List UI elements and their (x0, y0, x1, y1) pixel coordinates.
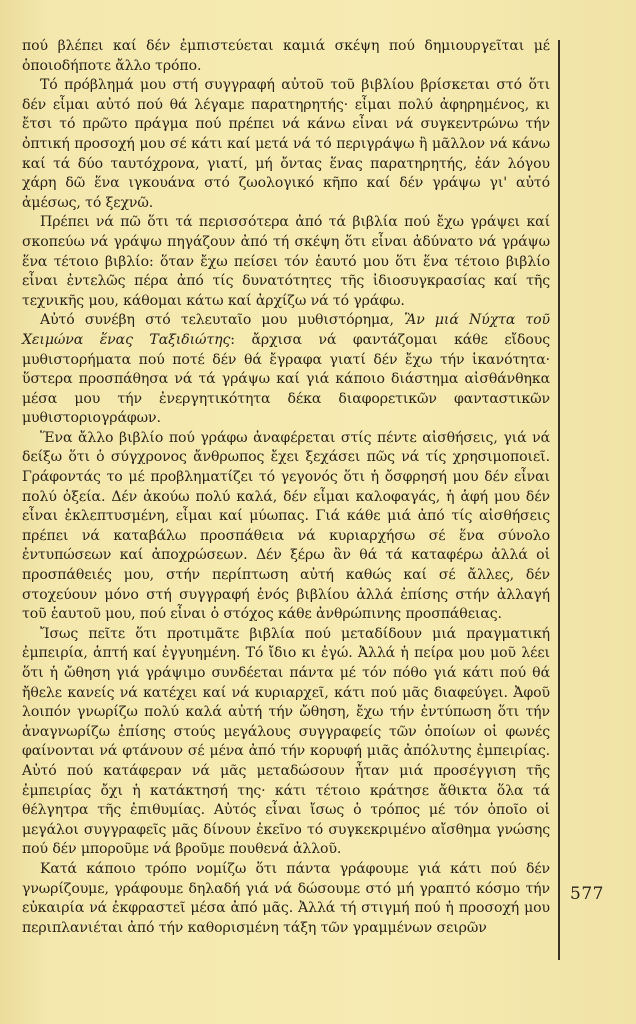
paragraph-7: Κατά κάποιο τρόπο νομίζω ὅτι πάντα γράφουμε γιά κάτι πού δέν γνωρίζουμε, γράφουμε δηλαδή γιά νά δώσουμε στό μή γραπτό κόσμο τήν εὐκαιρία νά ἐκφραστεῖ μέσα ἀπό μᾶς. Ἀλλά τή στιγμή πού ἡ προσοχή μου περιπλανιέται ἀπό τήν καθορισμένη τάξη τῶν γραμμένων σειρῶν (22, 860, 550, 936)
paragraph-4 (22, 311, 550, 429)
body-text (22, 37, 550, 938)
book-title-reference: Ἂν μιά Νύχτα τοῦ Χειμώνα ἕνας Ταξιδιώτης (22, 312, 550, 348)
paragraph-5: Ἕνα ἄλλο βιβλίο πού γράφω ἀναφέρεται στίς πέντε αἰσθήσεις, γιά νά δείξω ὅτι ὁ σύγχρονος ἄνθρωπος ἔχει ξεχάσει πῶς νά τίς χρησιμοποιεῖ. Γράφοντάς το μέ προβληματίζει τό γεγονός ὅτι ἡ ὄσφρησή μου δέν εἶναι πολύ ὀξεία. Δέν ἀκούω πολύ καλά, δέν εἶμαι καλοφαγάς, ἡ ἁφή μου δέν εἶναι ἐκλεπτυσμένη, εἶμαι καί μύωπας. Γιά κάθε μιά ἀπό τίς αἰσθήσεις πρέπει νά καταβάλω προσπάθεια νά κυριαρχήσω σέ ἕνα σύνολο ἐντυπώσεων καί ἀποχρώσεων. Δέν ξέρω ἂν θά τά καταφέρω ἀλλά οἱ προσπάθειές μου, στήν περίπτωση αὐτή καθώς καί σέ ἄλλες, δέν στοχεύουν μόνο στή συγγραφή ἑνός βιβλίου ἀλλά ἐπίσης στήν ἀλλαγή τοῦ ἑαυτοῦ μου, πού εἶναι ὁ στόχος κάθε ἀνθρώπινης προσπάθειας. (22, 429, 550, 623)
paragraph-4-colon: : (230, 331, 252, 348)
paragraph-4-body: ἄρχισα νά φαντάζομαι κάθε εἴδους μυθιστορήματα πού ποτέ δέν θά ἔγραφα γιατί δέν ἔχω τήν ἱκανότητα· ὕστερα προσπάθησα νά τά γράψω καί γιά κάποιο διάστημα αἰσθάνθηκα μέσα μου τήν ἐνεργητικότητα δέκα διαφορετικῶν φανταστικῶν μυθιστοριογράφων. (22, 331, 551, 427)
paragraph-1: πού βλέπει καί δέν ἐμπιστεύεται καμιά σκέψη πού δημιουργεῖται μέ ὁποιοδήποτε ἄλλο τρόπο. (22, 38, 550, 74)
paragraph-2: Τό πρόβλημά μου στή συγγραφή αὐτοῦ τοῦ βιβλίου βρίσκεται στό ὅτι δέν εἶμαι αὐτό πού θά λέγαμε παρατηρητής· εἶμαι πολύ ἀφηρημένος, κι ἔτσι τό πρῶτο πράγμα πού πρέπει νά κάνω εἶναι νά συγκεντρώνω τήν ὀπτική προσοχή μου σέ κάτι καί μετά νά τό περιγράψω ἢ μᾶλλον νά κάνω καί τά δύο ταυτόχρονα, γιατί, μή ὄντας ἕνας παρατηρητής, ἐάν λόγου χάρη δῶ ἕνα ιγκουάνα στό ζωολογικό κῆπο καί δέν γράψω γι' αὐτό ἀμέσως, τό ξεχνῶ. (22, 77, 550, 211)
paragraph-6: Ἴσως πεῖτε ὅτι προτιμᾶτε βιβλία πού μεταδίδουν μιά πραγματική ἐμπειρία, ἁπτή καί ἐγγυημένη. Τό ἴδιο κι ἐγώ. Ἀλλά ἡ πείρα μου μοῦ λέει ὅτι ἡ ὤθηση γιά γράψιμο συνδέεται πάντα μέ τόν πόθο γιά κάτι πού θά ἤθελε κανείς νά κατέχει καί νά κυριαρχεῖ, κάτι πού μᾶς διαφεύγει. Ἀφοῦ λοιπόν γνωρίζω πολύ καλά αὐτή τήν ὤθηση, ἔχω τήν ἐντύπωση ὅτι τήν ἀναγνωρίζω ἐπίσης στούς μεγάλους συγγραφείς τῶν ὁποίων οἱ φωνές φαίνονται νά φτάνουν σέ μένα ἀπό τήν κορυφή μιᾶς ἀπόλυτης ἐμπειρίας. Αὐτό πού κατάφεραν νά μᾶς μεταδώσουν ἦταν μιά προσέγγιση τῆς ἐμπειρίας ὄχι ἡ κατάκτησή της· κάτι τέτοιο κράτησε ἄθικτα ὅλα τά θέλγητρα τῆς ἐπιθυμίας. Αὐτός εἶναι ἴσως ὁ τρόπος μέ τόν ὁποῖο οἱ μεγάλοι συγγραφεῖς μᾶς δίνουν ἐκεῖνο τό συγκεκριμένο αἴσθημα γνώσης πού δέν μποροῦμε νά βροῦμε πουθενά ἀλλοῦ. (22, 625, 550, 858)
paragraph-3: Πρέπει νά πῶ ὅτι τά περισσότερα ἀπό τά βιβλία πού ἔχω γράψει καί σκοπεύω νά γράψω πηγάζουν ἀπό τή σκέψη ὅτι εἶναι ἀδύνατο νά γράψω ἕνα τέτοιο βιβλίο: ὅταν ἔχω πείσει τόν ἑαυτό μου ὅτι ἕνα τέτοιο βιβλίο εἶναι ἐντελῶς πέρα ἀπό τίς δυνατότητες τῆς ἰδιοσυγκρασίας καί τῆς τεχνικῆς μου, κάθομαι κάτω καί ἀρχίζω νά τό γράφω. (22, 214, 550, 309)
paragraph-4-lead: Αὐτό συνέβη στό τελευταῖο μου μυθιστόρημα, (40, 312, 405, 329)
page-number: 577 (570, 884, 604, 904)
margin-rule (558, 40, 560, 960)
